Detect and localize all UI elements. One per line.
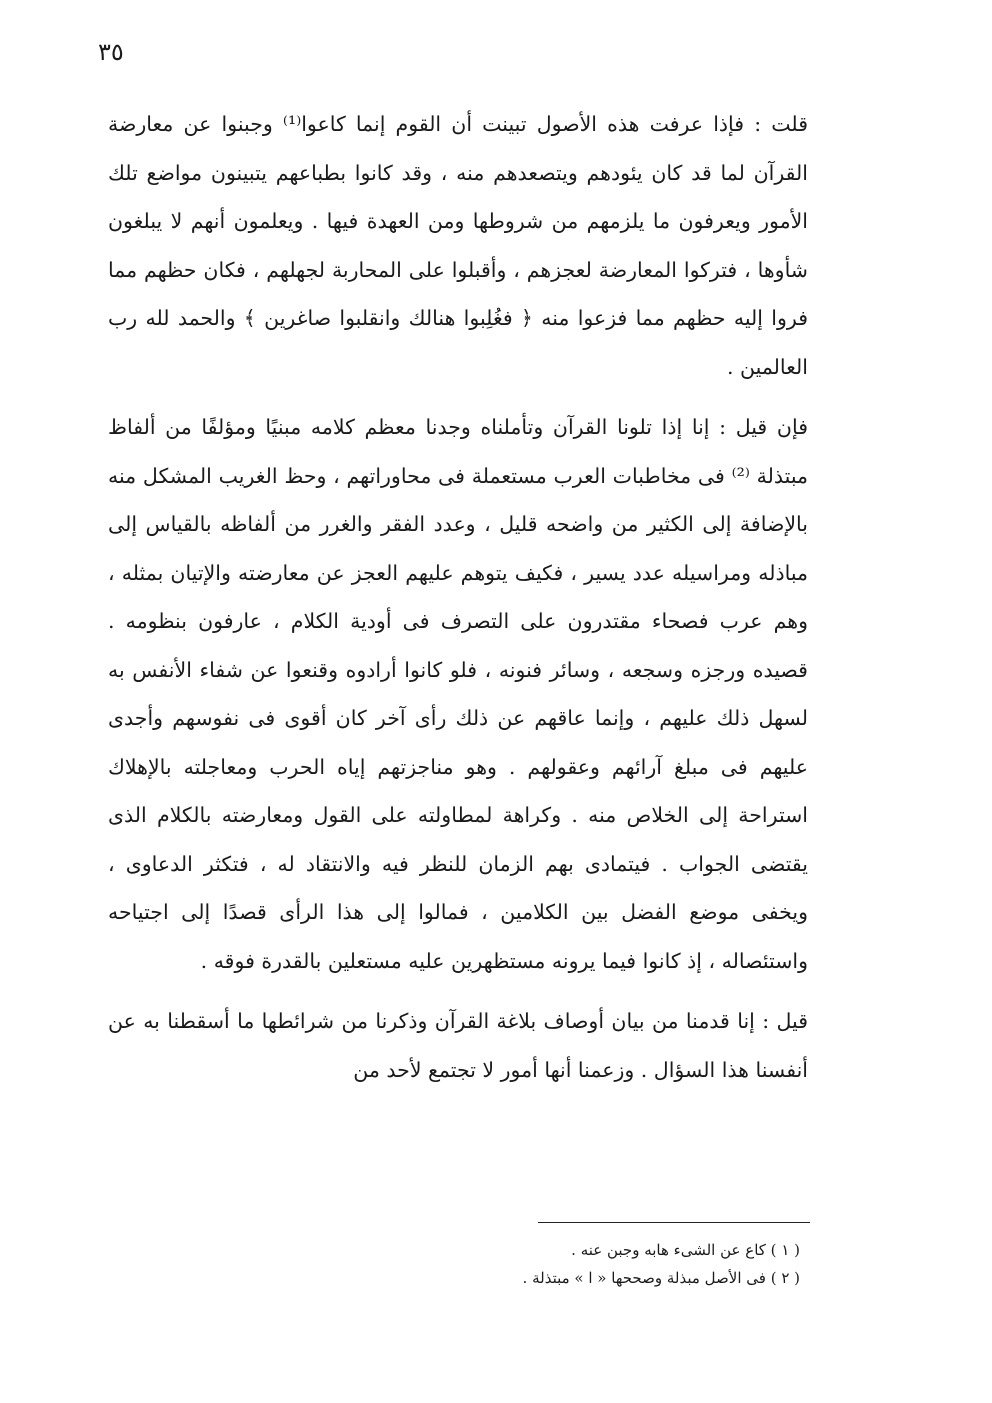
body-text xyxy=(108,100,808,1094)
paragraph-objection: فإن قيل : إنا إذا تلونا القرآن وتأملناه وجدنا معظم كلامه مبنيًا ومؤلفًا من ألفاظ مبتذلة ⁽²⁾ فى مخاطبات العرب مستعملة فى محاوراتهم ، وحظ الغريب المشكل منه بالإضافة إلى الكثير من واضحه قليل ، وعدد الفقر والغرر من ألفاظه بالقياس إلى مباذله ومراسيله عدد يسير ، فكيف يتوهم عليهم العجز عن معارضته والإتيان بمثله ، وهم عرب فصحاء مقتدرون على التصرف فى أودية الكلام ، عارفون بنظومه . قصيده ورجزه وسجعه ، وسائر فنونه ، فلو كانوا أرادوه وقنعوا عن شفاء الأنفس به لسهل ذلك عليهم ، وإنما عاقهم عن ذلك رأى آخر كان أقوى فى نفوسهم وأجدى عليهم فى مبلغ آرائهم وعقولهم . وهو مناجزتهم إياه الحرب ومعاجلته بالإهلاك استراحة إلى الخلاص منه . وكراهة لمطاولته على القول ومعارضته بالكلام الذى يقتضى الجواب . فيتمادى بهم الزمان للنظر فيه والانتقاد له ، فتكثر الدعاوى ، ويخفى موضع الفضل بين الكلامين ، فمالوا إلى هذا الرأى قصدًا إلى اجتياحه واستئصاله ، إذ كانوا فيما يرونه مستظهرين عليه مستعلين بالقدرة فوقه . xyxy=(108,415,808,973)
page-number: ٣٥ xyxy=(98,38,124,66)
footnotes xyxy=(400,1236,800,1292)
footnote-2: ( ٢ ) فى الأصل مبذلة وصححها « ا » مبتذلة . xyxy=(522,1269,800,1287)
footnote-1: ( ١ ) كاع عن الشىء هابه وجبن عنه . xyxy=(571,1241,800,1259)
footnote-divider xyxy=(538,1222,810,1223)
paragraph-conclusion: قلت : فإذا عرفت هذه الأصول تبينت أن القوم إنما كاعوا⁽¹⁾ وجبنوا عن معارضة القرآن لما قد كان يئودهم ويتصعدهم منه ، وقد كانوا بطباعهم يتبينون مواضع تلك الأمور ويعرفون ما يلزمهم من شروطها ومن العهدة فيها . ويعلمون أنهم لا يبلغون شأوها ، فتركوا المعارضة لعجزهم ، وأقبلوا على المحاربة لجهلهم ، فكان حظهم مما فروا إليه حظهم مما فزعوا منه ﴿ فغُلِبوا هنالك وانقلبوا صاغرين ﴾ والحمد لله رب العالمين . xyxy=(108,112,808,379)
paragraph-reply: قيل : إنا قدمنا من بيان أوصاف بلاغة القرآن وذكرنا من شرائطها ما أسقطنا به عن أنفسنا هذا السؤال . وزعمنا أنها أمور لا تجتمع لأحد من xyxy=(108,1009,808,1082)
